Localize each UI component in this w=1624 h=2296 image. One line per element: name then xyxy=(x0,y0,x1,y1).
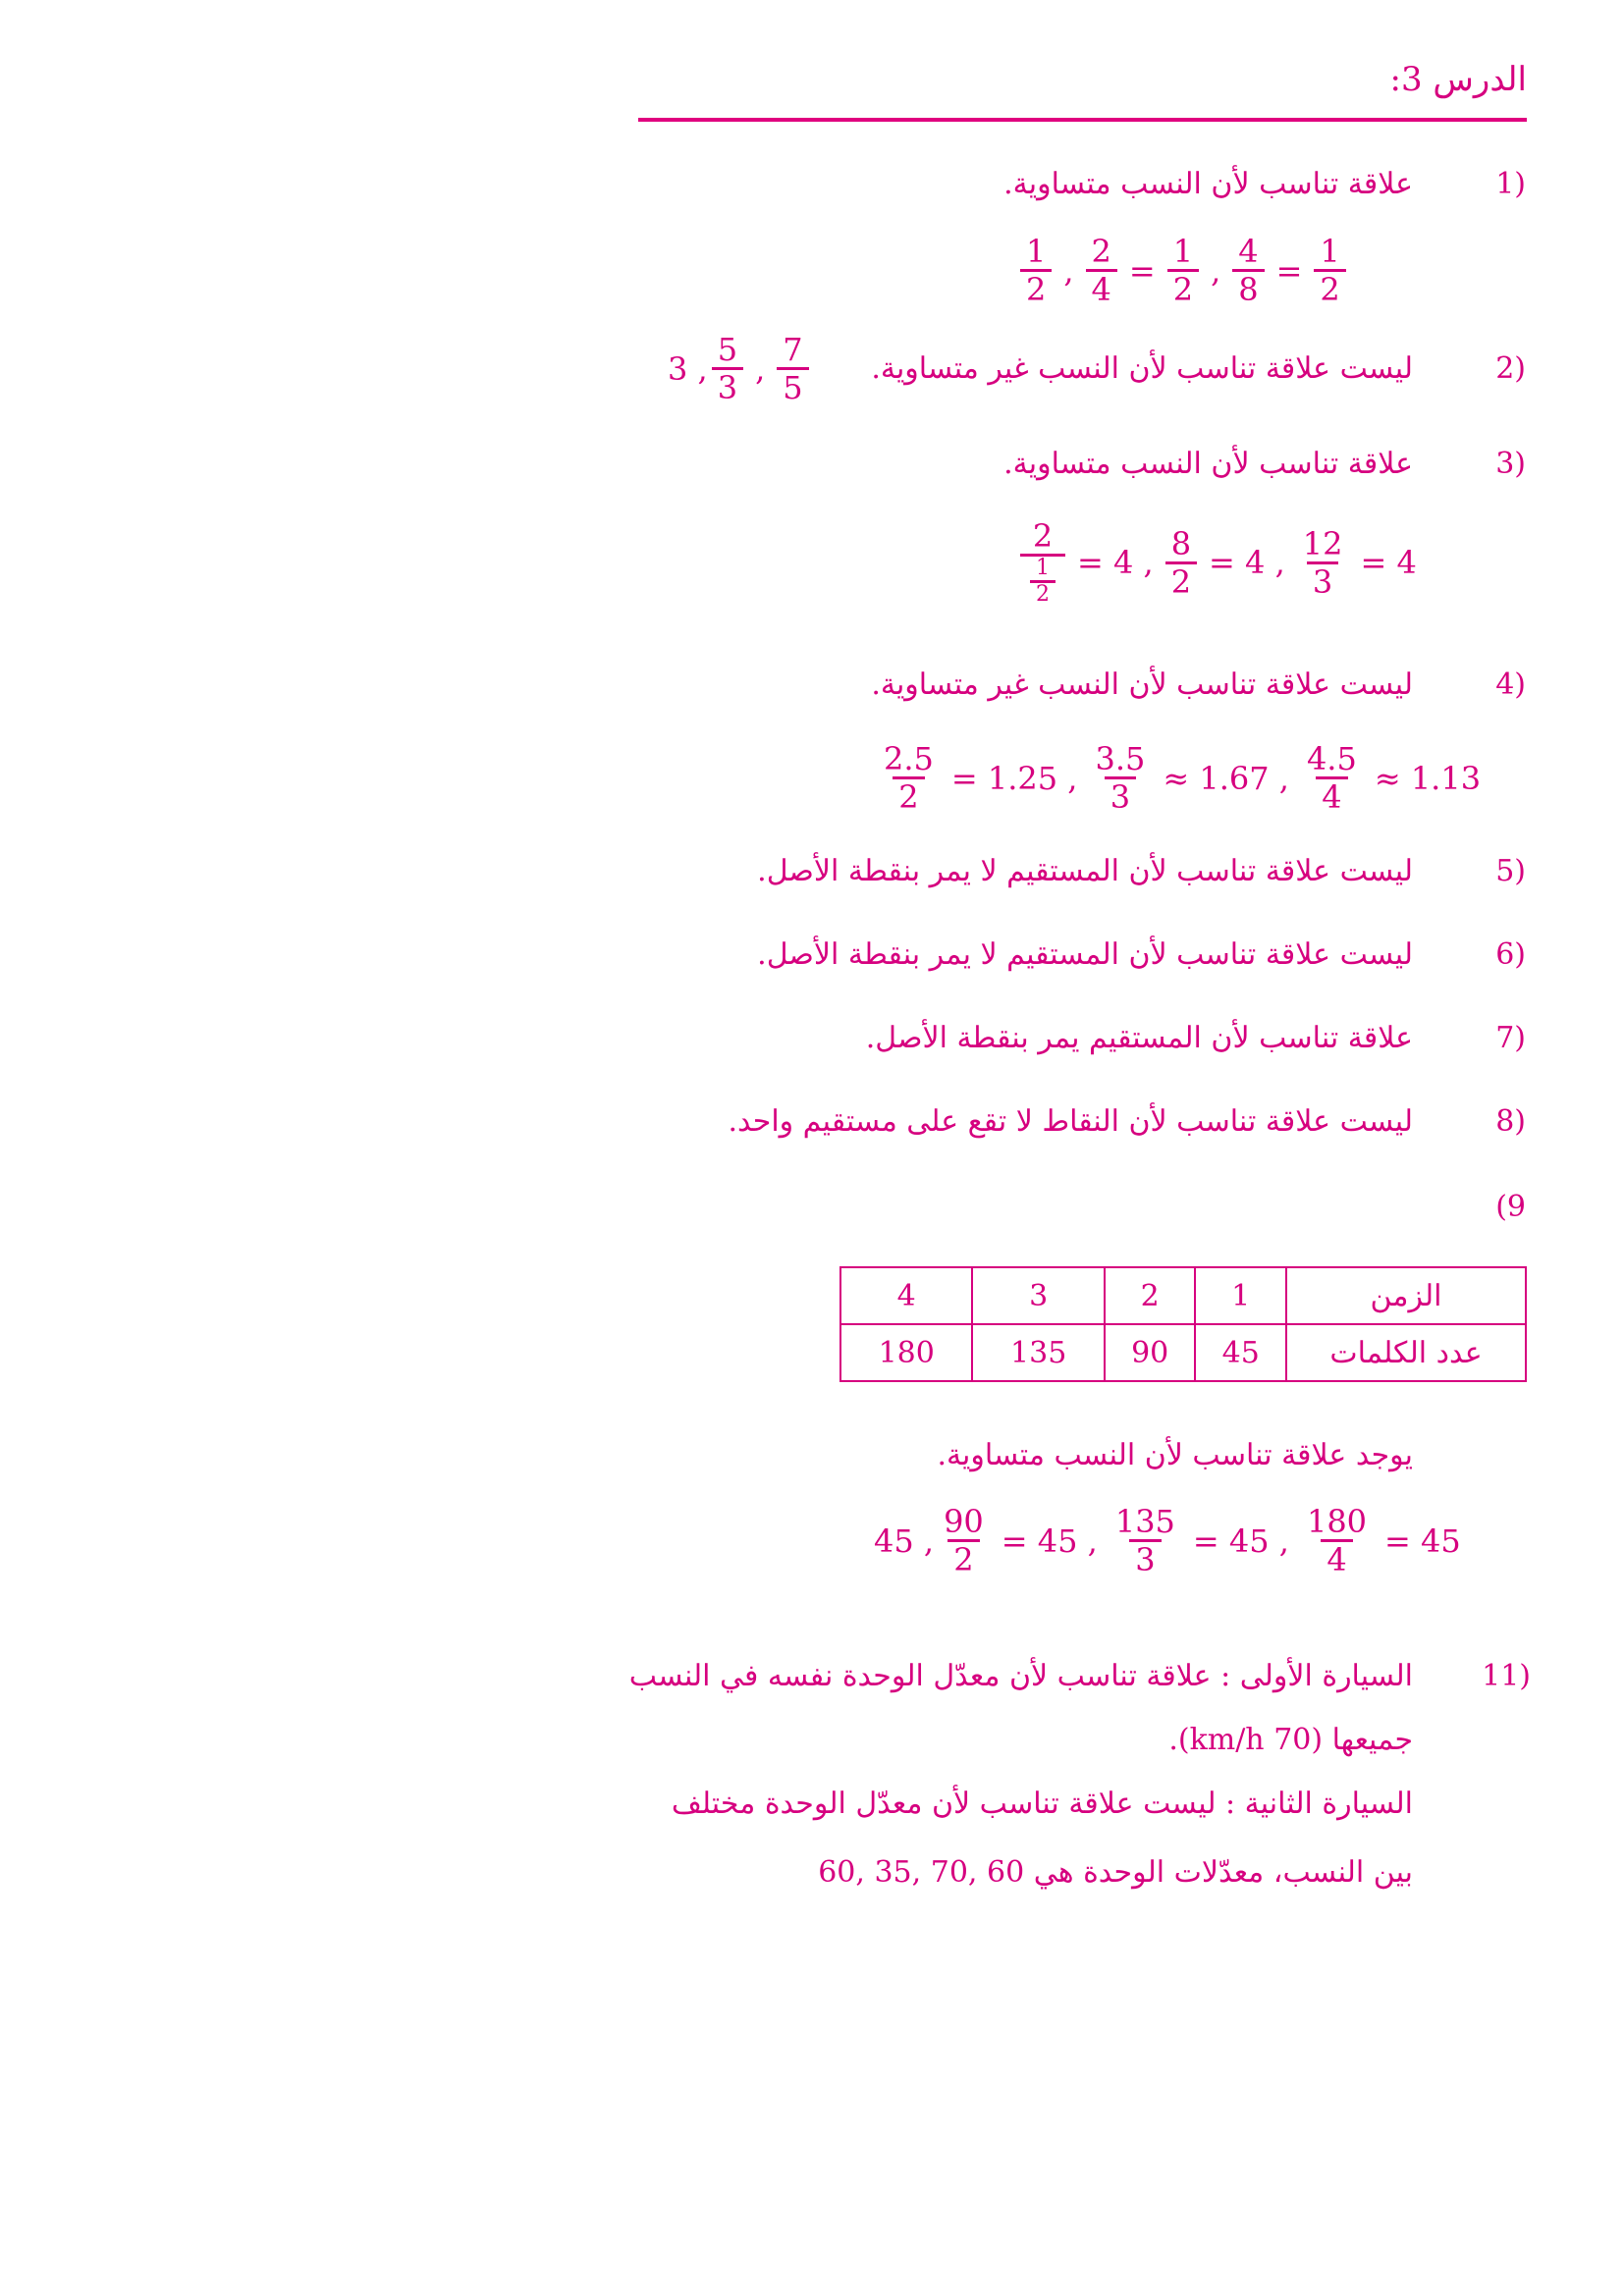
item-6-text: ليست علاقة تناسب لأن المستقيم لا يمر بنقطة الأصل. xyxy=(757,937,1413,972)
item-11-line-4: بين النسب، معدّلات الوحدة هي 60 ,70 ,35 ,60 xyxy=(818,1855,1413,1890)
table-cell: 45 xyxy=(1195,1324,1286,1381)
item-9-number: (9 xyxy=(1495,1190,1526,1224)
item-4-text: ليست علاقة تناسب لأن النسب غير متساوية. xyxy=(871,667,1413,702)
table-cell: 1 xyxy=(1195,1267,1286,1324)
table-cell: 4 xyxy=(840,1267,972,1324)
item-4-math: $\frac{2.5}{2}$ = 1.25 , $\frac{3.5}{3}$ ≈ 1.67 , $\frac{4.5}{4}$ ≈ 1.13 xyxy=(874,741,1489,815)
item-6-number: 6) xyxy=(1495,937,1526,972)
fraction: $\frac{3.5}{3}$ xyxy=(1095,740,1146,816)
item-11-line-3: السيارة الثانية : ليست علاقة تناسب لأن معدّل الوحدة مختلف xyxy=(671,1787,1413,1821)
item-3-text: علاقة تناسب لأن النسب متساوية. xyxy=(1003,447,1413,481)
data-table xyxy=(839,1266,1527,1382)
item-1-math: $\frac{1}{2}$ , $\frac{2}{4}$ = $\frac{1}{2}$ , $\frac{4}{8}$ = $\frac{1}{2}$ xyxy=(1016,234,1350,307)
item-1-number: 1) xyxy=(1495,167,1526,201)
fraction: $\frac{180}{4}$ xyxy=(1306,1503,1368,1578)
item-11-line-2: جميعها (70 km/h). xyxy=(1168,1723,1413,1757)
lesson-title: الدرس 3: xyxy=(1389,60,1527,99)
fraction: $\frac{12}{3}$ xyxy=(1302,524,1343,601)
fraction: $\frac{5}{3}$ xyxy=(712,332,743,405)
item-3-number: 3) xyxy=(1495,447,1526,481)
table-cell: 135 xyxy=(972,1324,1104,1381)
item-8-text: ليست علاقة تناسب لأن النقاط لا تقع على مستقيم واحد. xyxy=(728,1104,1413,1139)
fraction: $\frac{1}{2}$ xyxy=(1020,234,1052,307)
table-cell: 2 xyxy=(1105,1267,1196,1324)
item-5-text: ليست علاقة تناسب لأن المستقيم لا يمر بنقطة الأصل. xyxy=(757,854,1413,888)
table-row xyxy=(840,1267,1526,1324)
item-5-number: 5) xyxy=(1495,854,1526,888)
item-9-math: 45 , $\frac{90}{2}$ = 45 , $\frac{135}{3}$ = 45 , $\frac{180}{4}$ = 45 xyxy=(874,1503,1461,1578)
table-row xyxy=(840,1324,1526,1381)
item-2-math: 3 , $\frac{5}{3}$ , $\frac{7}{5}$ xyxy=(668,332,813,405)
item-2-text: ليست علاقة تناسب لأن النسب غير متساوية. xyxy=(871,351,1413,386)
item-11-number: 11) xyxy=(1482,1659,1531,1693)
fraction: $\frac{2.5}{2}$ xyxy=(884,740,934,816)
item-1-text: علاقة تناسب لأن النسب متساوية. xyxy=(1003,167,1413,201)
lesson-header xyxy=(638,54,1527,122)
table-cell: 180 xyxy=(840,1324,972,1381)
table-cell: 90 xyxy=(1105,1324,1196,1381)
fraction: $\frac{90}{2}$ xyxy=(944,1503,984,1578)
table-cell: 3 xyxy=(972,1267,1104,1324)
item-4-number: 4) xyxy=(1495,667,1526,702)
item-2-number: 2) xyxy=(1495,351,1526,386)
table-row-label: عدد الكلمات xyxy=(1286,1324,1526,1381)
table-row-label: الزمن xyxy=(1286,1267,1526,1324)
item-9-text: يوجد علاقة تناسب لأن النسب متساوية. xyxy=(937,1438,1413,1472)
fraction: $\frac{2}{4}$ xyxy=(1086,234,1117,307)
item-7-number: 7) xyxy=(1495,1021,1526,1055)
item-11-line-1: السيارة الأولى : علاقة تناسب لأن معدّل الوحدة نفسه في النسب xyxy=(628,1659,1413,1693)
item-7-text: علاقة تناسب لأن المستقيم يمر بنقطة الأصل. xyxy=(865,1021,1413,1055)
item-8-number: 8) xyxy=(1495,1104,1526,1139)
fraction: $\frac{1}{2}$ xyxy=(1167,234,1199,307)
fraction: $\frac{8}{2}$ xyxy=(1165,526,1197,600)
fraction: $\frac{4.5}{4}$ xyxy=(1306,740,1357,816)
fraction: $\frac{4}{8}$ xyxy=(1232,234,1264,307)
item-3-math: $\frac{2}{\frac{1}{2}}$ = 4 , $\frac{8}{2}$ = 4 , $\frac{12}{3}$ = 4 xyxy=(1016,518,1425,607)
complex-fraction: $\frac{2}{\frac{1}{2}}$ xyxy=(1020,518,1065,607)
fraction: $\frac{7}{5}$ xyxy=(777,332,808,405)
fraction: $\frac{135}{3}$ xyxy=(1114,1503,1175,1578)
fraction: $\frac{1}{2}$ xyxy=(1314,234,1345,307)
